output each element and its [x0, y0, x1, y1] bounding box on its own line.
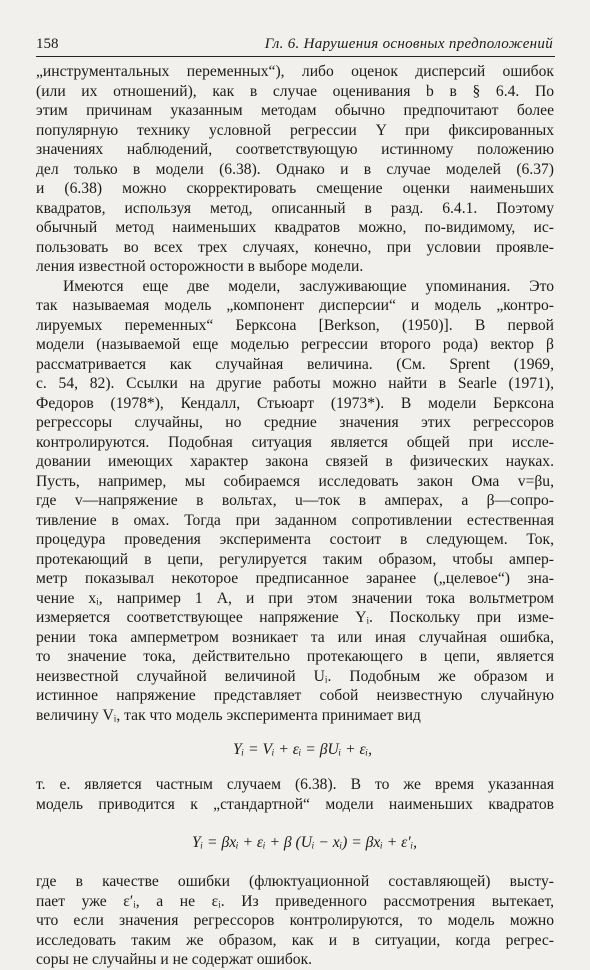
text-line: рассматривается как случайная величина. (См. Sprent (1969,: [36, 355, 554, 373]
text-line: измеряется соответствующее напряжение Yᵢ. Поскольку при изме-: [36, 609, 554, 626]
text-line: так называемая модель „компонент дисперсии“ и модель „контро-: [36, 297, 554, 314]
text-line: где v—напряжение в вольтах, u—ток в амперах, а β—сопро-: [36, 492, 554, 509]
text-line: значениях наблюдений, соответствующую истинному положению: [36, 141, 554, 158]
text-line: регрессоры случайны, но средние значения этих регрессоров: [36, 414, 554, 431]
spacer: [36, 765, 554, 775]
paragraph-1: [36, 62, 554, 277]
text-line: соры не случайны и не содержат ошибок.: [36, 951, 313, 968]
text-line: исследовать таким же образом, как и в ситуации, когда регрес-: [36, 931, 554, 949]
text-line: квадратов, используя метод, описанный в разд. 6.4.1. Поэтому: [36, 199, 554, 217]
text-line: популярную технику условной регрессии Y при фиксированных: [36, 121, 554, 139]
text-line: лируемых переменных“ Берксона [Berkson, (1950)]. В первой: [36, 316, 554, 334]
text-line: пользовать во всех трех случаях, конечно, при условии проявле-: [36, 238, 554, 256]
text-line: рении тока амперметром возникает та или иная случайная ошибка,: [36, 628, 554, 646]
middle-text: [36, 775, 554, 814]
text-line: процедура проведения эксперимента состоит в следующем. Ток,: [36, 531, 554, 548]
text-line: т. е. является частным случаем (6.38). В то же время указанная: [36, 776, 554, 793]
text-line: тивление в омах. Тогда при заданном сопротивлении естественная: [36, 511, 554, 529]
text-line: что если значения регрессоров контролируются, то модель можно: [36, 912, 554, 929]
page-header: [36, 30, 555, 57]
text-line: этим причинам указанным методам обычно предпочитают более: [36, 102, 554, 119]
text-line: модель приводится к „стандартной“ модели наименьших квадратов: [36, 795, 554, 813]
text-line: то значение тока, действительно протекающего в цепи, является: [36, 648, 554, 665]
text-line: (или их отношений), как в случае оценивания b в § 6.4. По: [36, 82, 554, 100]
text-line: Пусть, например, мы собираемся исследовать закон Ома v=βu,: [36, 472, 554, 490]
text-line: протекающий в цепи, регулируется таким образом, чтобы ампер-: [36, 550, 554, 568]
running-title: Гл. 6. Нарушения основных предположений: [264, 36, 553, 52]
final-paragraph: [36, 872, 554, 970]
text-line: довании имеющих характер закона связей в физических науках.: [36, 453, 554, 470]
text-line: где в качестве ошибки (флюктуационной составляющей) высту-: [36, 873, 554, 890]
equation-2: Yᵢ = βxᵢ + εᵢ + β (Uᵢ − xᵢ) = βxᵢ + ε′ᵢ,: [192, 834, 418, 851]
text-line: „инструментальных переменных“), либо оценок дисперсий ошибок: [36, 63, 554, 80]
text-body: [36, 62, 554, 970]
text-line: и (6.38) можно скорректировать смещение оценки наименьших: [36, 180, 554, 197]
text-line: пает уже ε′ᵢ, а не εᵢ. Из приведенного рассмотрения вытекает,: [36, 892, 554, 910]
text-line: с. 54, 82). Ссылки на другие работы можно найти в Searle (1971),: [36, 375, 554, 392]
spacer: [36, 858, 554, 872]
paragraph-2: [36, 277, 554, 726]
spacer: [36, 725, 554, 735]
text-line: обычный метод наименьших квадратов можно, по-видимому, ис-: [36, 219, 554, 236]
spacer: [36, 814, 554, 828]
text-line: неизвестной случайной величиной Uᵢ. Подобным же образом и: [36, 667, 554, 685]
text-line: величину Vᵢ, так что модель эксперимента принимает вид: [36, 706, 421, 724]
text-line: ления известной осторожности в выборе модели.: [36, 258, 364, 275]
text-line: Федоров (1978*), Кендалл, Стьюарт (1973*). В модели Берксона: [36, 394, 554, 412]
text-line: Имеются еще две модели, заслуживающие упоминания. Это: [63, 277, 554, 295]
page-number: 158: [36, 36, 59, 52]
text-line: чение xᵢ, например 1 А, и при этом значении тока вольтметром: [36, 589, 554, 607]
text-line: модели (называемой еще моделью регрессии второго рода) вектор β: [36, 336, 554, 353]
text-line: контролируются. Подобная ситуация является общей при иссле-: [36, 433, 554, 451]
text-line: метр показывал некоторое предписанное заранее („целевое“) зна-: [36, 570, 554, 587]
text-line: дел только в модели (6.38). Однако и в случае моделей (6.37): [36, 160, 554, 178]
text-line: истинное напряжение представляет собой неизвестную случайную: [36, 687, 554, 704]
equation-1: Yᵢ = Vᵢ + εᵢ = βUᵢ + εᵢ,: [233, 741, 373, 758]
